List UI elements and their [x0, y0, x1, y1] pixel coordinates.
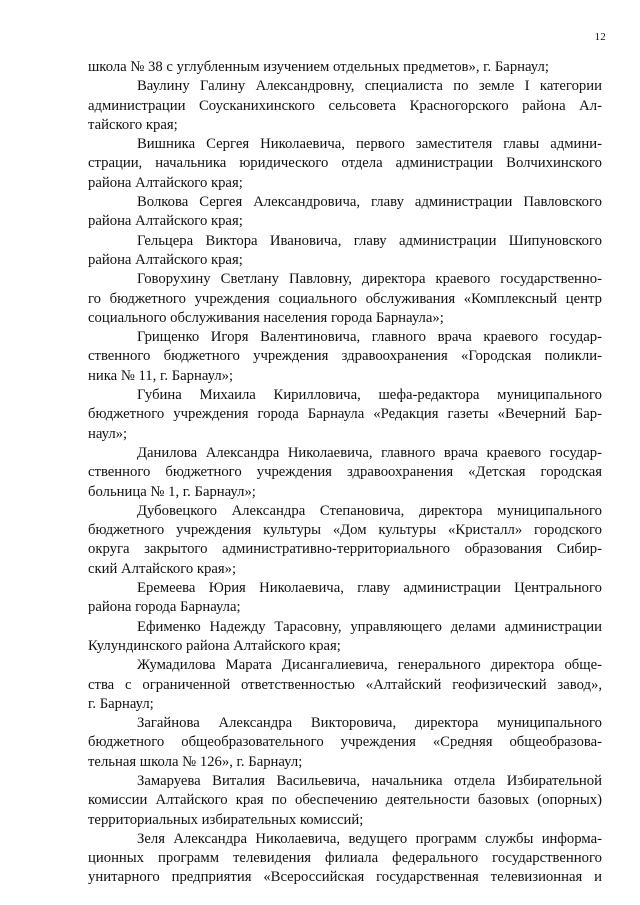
text-line: Данилова Александра Николаевича, главного врача краевого государ-: [137, 444, 602, 461]
list-item: [88, 77, 602, 135]
text-line: ственного бюджетного учреждения здравоохранения «Городская поликли-: [88, 348, 602, 365]
text-line: комиссии Алтайского края по обеспечению деятельности базовых (опорных): [88, 792, 602, 809]
text-line: наул»;: [88, 425, 128, 442]
text-line: ства с ограниченной ответственностью «Алтайский геофизический завод»,: [88, 676, 602, 693]
list-item: [88, 714, 602, 772]
list-item: [88, 772, 602, 830]
text-line: ственного бюджетного учреждения здравоохранения «Детская городская: [88, 464, 602, 481]
text-line: Ваулину Галину Александровну, специалиста по земле I категории: [137, 78, 602, 95]
text-line: района Алтайского края;: [88, 213, 243, 230]
text-line: Говорухину Светлану Павловну, директора краевого государственно-: [137, 271, 602, 288]
text-line: Гельцера Виктора Ивановича, главу администрации Шипуновского: [137, 232, 602, 249]
list-item: [88, 328, 602, 386]
text-line: Волкова Сергея Александровича, главу администрации Павловского: [137, 194, 602, 211]
list-item: [88, 135, 602, 193]
text-line: больница № 1, г. Барнаул»;: [88, 483, 256, 500]
text-line: ционных программ телевидения филиала федерального государственного: [88, 850, 602, 867]
list-item: [88, 444, 602, 502]
text-line: Грищенко Игоря Валентиновича, главного врача краевого государ-: [137, 329, 602, 346]
text-line: г. Барнаул;: [88, 695, 154, 712]
list-item: [88, 232, 602, 271]
text-line: бюджетного учреждения города Барнаула «Редакция газеты «Вечерний Бар-: [88, 406, 602, 423]
text-line: района города Барнаула;: [88, 599, 241, 616]
text-line: Губина Михаила Кирилловича, шефа-редактора муниципального: [137, 387, 602, 404]
text-line: территориальных избирательных комиссий;: [88, 811, 364, 828]
text-line: ника № 11, г. Барнаул»;: [88, 367, 234, 384]
page-number: 12: [594, 31, 606, 43]
text-line: тайского края;: [88, 116, 178, 133]
list-item: [88, 618, 602, 657]
list-item: [88, 502, 602, 579]
text-line: унитарного предприятия «Всероссийская государственная телевизионная и: [88, 869, 602, 886]
text-line: бюджетного общеобразовательного учреждения «Средняя общеобразова-: [88, 734, 602, 751]
text-line: администрации Соусканихинского сельсовета Красногорского района Ал-: [88, 97, 602, 114]
text-line: Вишника Сергея Николаевича, первого заместителя главы админи-: [137, 136, 602, 153]
text-line: Жумадилова Марата Дисангалиевича, генерального директора обще-: [137, 657, 602, 674]
text-line: ский Алтайского края»;: [88, 560, 237, 577]
text-line: Кулундинского района Алтайского края;: [88, 637, 341, 654]
list-item: [88, 656, 602, 714]
list-item: [88, 58, 602, 77]
list-item: [88, 579, 602, 618]
text-line: го бюджетного учреждения социального обслуживания «Комплексный центр: [88, 290, 602, 307]
text-line: Замаруева Виталия Васильевича, начальника отдела Избирательной: [137, 772, 602, 789]
text-line: Дубовецкого Александра Степановича, директора муниципального: [137, 502, 602, 519]
list-item: [88, 386, 602, 444]
list-item: [88, 270, 602, 328]
text-line: Еремеева Юрия Николаевича, главу администрации Центрального: [137, 580, 602, 597]
text-line: района Алтайского края;: [88, 251, 243, 268]
text-line: района Алтайского края;: [88, 174, 243, 191]
document-body: [88, 58, 602, 888]
text-line: бюджетного учреждения культуры «Дом культуры «Кристалл» городского: [88, 522, 602, 539]
text-line: округа закрытого административно-территориального образования Сибир-: [88, 541, 602, 558]
text-line: страции, начальника юридического отдела администрации Волчихинского: [88, 155, 602, 172]
list-item: [88, 830, 602, 888]
text-line: школа № 38 с углубленным изучением отдельных предметов», г. Барнаул;: [88, 59, 549, 75]
text-line: Загайнова Александра Викторовича, директора муниципального: [137, 715, 602, 732]
text-line: Ефименко Надежду Тарасовну, управляющего делами администрации: [137, 618, 602, 635]
list-item: [88, 193, 602, 232]
text-line: социального обслуживания населения города Барнаула»;: [88, 309, 444, 326]
text-line: Зеля Александра Николаевича, ведущего программ службы информа-: [137, 830, 602, 847]
text-line: тельная школа № 126», г. Барнаул;: [88, 753, 303, 770]
